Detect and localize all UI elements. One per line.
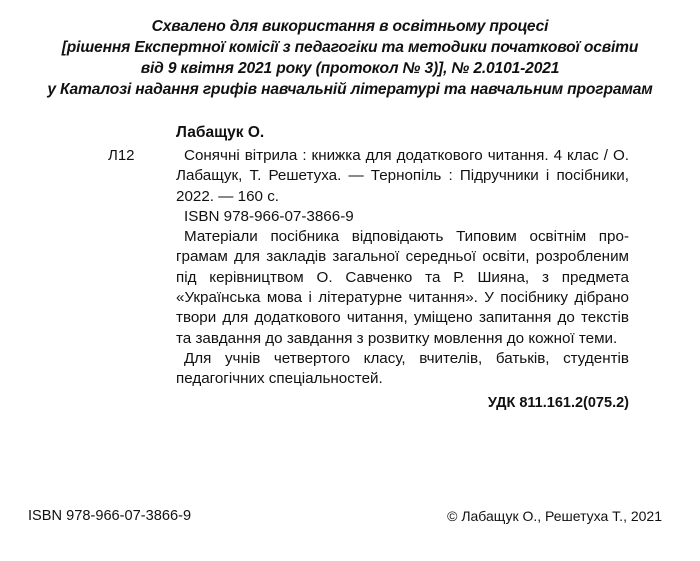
udc-code: УДК 811.161.2(075.2) (487, 394, 629, 411)
approval-line: [рішення Експертної комісії з педагогіки та методики початкової освіти (61, 39, 639, 56)
approval-line: від 9 квітня 2021 року (протокол № 3)], № 2.0101-2021 (140, 60, 560, 77)
bibliographic-description: Сонячні вітрила : книжка для додаткового читання. 4 клас / О. Лабащук, Т. Решетуха. — Тернопіль : Підручники і посібники, 2022. — 160 с. (176, 147, 629, 205)
bibliographic-record (176, 146, 629, 413)
record-isbn: ISBN 978-966-07-3866-9 (184, 207, 354, 225)
approval-line: Схвалено для використання в освітньому процесі (151, 18, 549, 35)
annotation-text: Матеріали посібника відповідають Типовим освітнім програмам для закладів загальної середньої освіти, розробленим під керівництвом О. Савченко та Р. Шияна, з предмета «Українська мова і літературне читання». У посібнику дібрано твори для додаткового читання, уміщено запитання до текстів та завдання до завдання з розвитку мовлення до кожної теми. (176, 228, 629, 347)
footer-isbn: ISBN 978-966-07-3866-9 (28, 508, 192, 524)
audience-text: Для учнів четвертого класу, вчителів, батьків, студентів педагогічних спеціальностей. (176, 349, 629, 388)
approval-notice (18, 16, 682, 100)
catalog-code: Л12 (108, 147, 135, 164)
approval-line: у Каталозі надання грифів навчальній літературі та навчальним програмам (47, 81, 653, 98)
author-heading: Лабащук О. (176, 124, 265, 141)
copyright-notice: © Лабащук О., Решетуха Т., 2021 (447, 508, 662, 524)
